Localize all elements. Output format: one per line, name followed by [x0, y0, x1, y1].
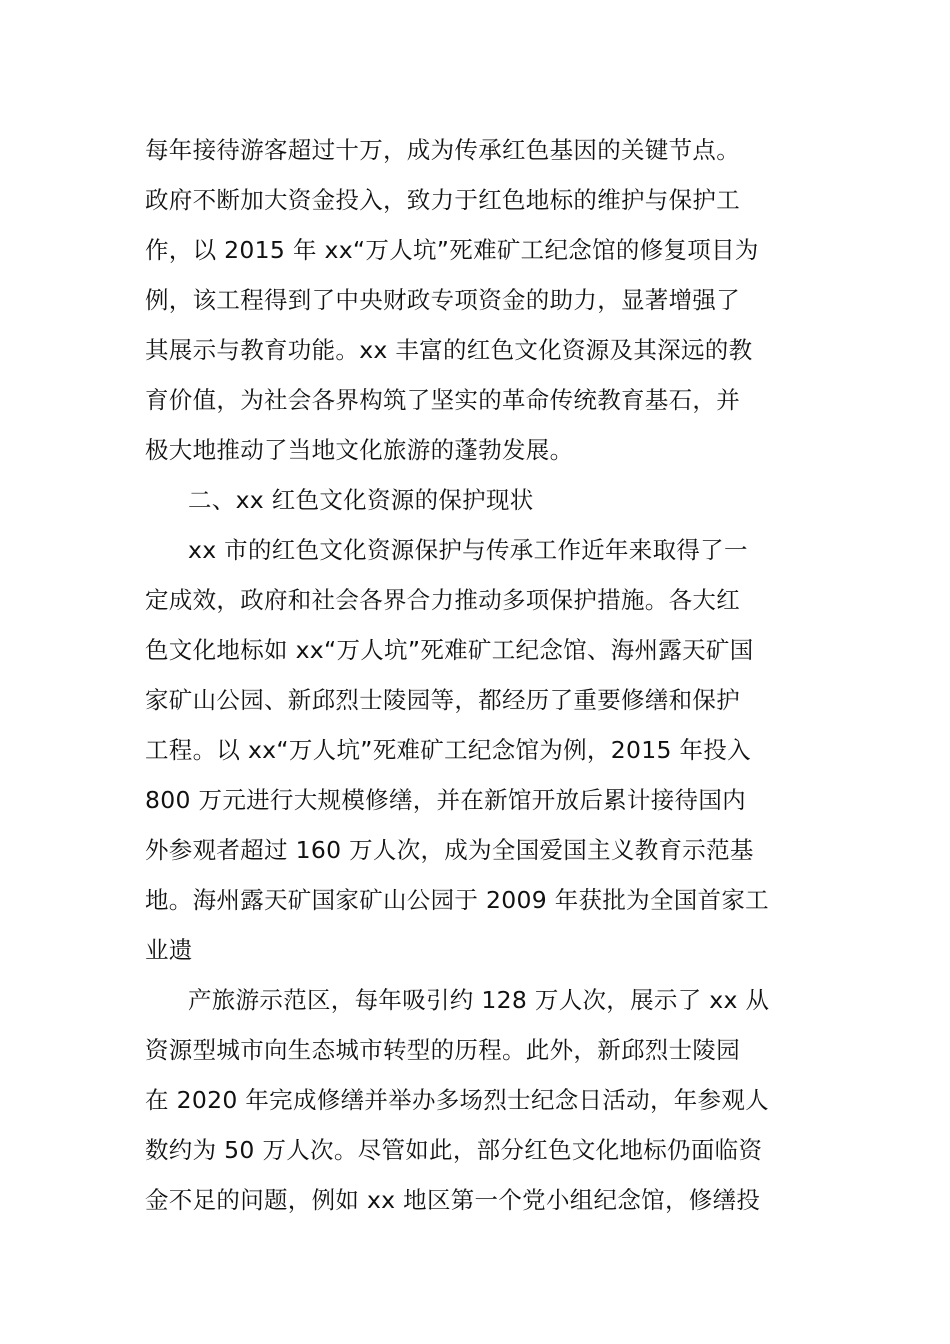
paragraph-line: 金不足的问题，例如 xx 地区第一个党小组纪念馆，修缮投	[145, 1186, 761, 1214]
paragraph-line: 800 万元进行大规模修缮，并在新馆开放后累计接待国内	[145, 786, 746, 814]
paragraph-line: 政府不断加大资金投入，致力于红色地标的维护与保护工	[145, 186, 740, 214]
paragraph-line: 其展示与教育功能。xx 丰富的红色文化资源及其深远的教	[145, 336, 753, 364]
paragraph-line: 数约为 50 万人次。尽管如此，部分红色文化地标仍面临资	[145, 1136, 763, 1164]
paragraph-line: 定成效，政府和社会各界合力推动多项保护措施。各大红	[145, 586, 740, 614]
paragraph-line: 色文化地标如 xx“万人坑”死难矿工纪念馆、海州露天矿国	[145, 636, 754, 664]
paragraph-line: 极大地推动了当地文化旅游的蓬勃发展。	[145, 436, 574, 464]
paragraph-line: 资源型城市向生态城市转型的历程。此外，新邱烈士陵园	[145, 1036, 740, 1064]
paragraph-line: 作，以 2015 年 xx“万人坑”死难矿工纪念馆的修复项目为	[145, 236, 759, 264]
paragraph-line: 例，该工程得到了中央财政专项资金的助力，显著增强了	[145, 286, 740, 314]
paragraph-line: xx 市的红色文化资源保护与传承工作近年来取得了一	[188, 536, 748, 564]
paragraph-line: 外参观者超过 160 万人次，成为全国爱国主义教育示范基	[145, 836, 754, 864]
paragraph-line: 每年接待游客超过十万，成为传承红色基因的关键节点。	[145, 136, 740, 164]
paragraph-line: 地。海州露天矿国家矿山公园于 2009 年获批为全国首家工	[145, 886, 769, 914]
paragraph-line: 业遗	[145, 936, 193, 964]
paragraph-line: 在 2020 年完成修缮并举办多场烈士纪念日活动，年参观人	[145, 1086, 769, 1114]
section-heading: 二、xx 红色文化资源的保护现状	[188, 486, 534, 514]
paragraph-line: 工程。以 xx“万人坑”死难矿工纪念馆为例，2015 年投入	[145, 736, 751, 764]
paragraph-line: 育价值，为社会各界构筑了坚实的革命传统教育基石，并	[145, 386, 740, 414]
paragraph-line: 家矿山公园、新邱烈士陵园等，都经历了重要修缮和保护	[145, 686, 740, 714]
paragraph-line: 产旅游示范区，每年吸引约 128 万人次，展示了 xx 从	[188, 986, 770, 1014]
